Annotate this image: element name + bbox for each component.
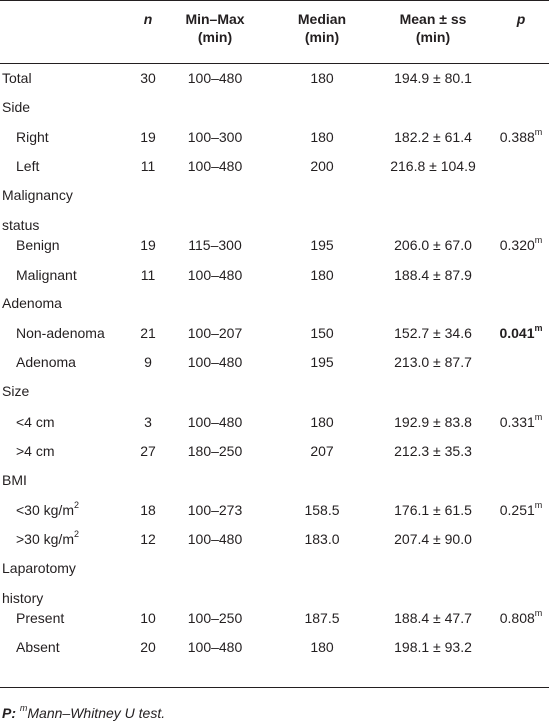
footnote-text: Mann–Whitney U test.	[27, 705, 166, 721]
cell-p-wrap	[500, 412, 543, 432]
cell-median-text: 158.5	[304, 502, 340, 518]
footnote	[2, 705, 165, 721]
cell-median-text: 200	[310, 158, 334, 174]
table-row	[0, 381, 549, 401]
row-label-text: Adenoma	[2, 295, 62, 311]
cell-mean-text: 182.2 ± 61.4	[394, 129, 472, 145]
row-label-text: <4 cm	[16, 414, 55, 430]
table-row	[0, 500, 549, 520]
cell-mean-text: 206.0 ± 67.0	[394, 237, 472, 253]
cell-range-text: 100–300	[187, 129, 243, 145]
header-median-line2: (min)	[304, 29, 340, 45]
cell-range-text: 100–480	[187, 414, 243, 430]
cell-range-text: 100–250	[187, 610, 243, 626]
table-row	[0, 127, 549, 147]
header-range	[165, 10, 265, 46]
row-label-text: Adenoma	[16, 354, 76, 370]
row-label	[16, 529, 79, 549]
header-rule	[0, 63, 549, 64]
row-group-label	[2, 381, 29, 401]
cell-range-text: 100–480	[187, 354, 243, 370]
cell-median-text: 180	[310, 414, 334, 430]
row-group-label	[2, 293, 62, 313]
table-row	[0, 352, 549, 372]
row-label	[16, 608, 64, 628]
cell-p-wrap	[500, 127, 543, 147]
row-group-label-line2: history	[2, 590, 44, 606]
cell-range-text: 100–480	[187, 70, 243, 86]
row-label	[16, 323, 105, 343]
cell-mean-text: 176.1 ± 61.5	[394, 502, 472, 518]
cell-median-text: 180	[310, 70, 334, 86]
cell-n-text: 20	[140, 639, 156, 655]
cell-p-wrap	[499, 323, 542, 343]
cell-p-wrap	[500, 608, 543, 628]
row-group-label-line1: Laparotomy	[2, 560, 76, 576]
cell-range-text: 100–480	[187, 158, 243, 174]
row-label-text: <30 kg/m	[16, 502, 74, 518]
cell-n-text: 27	[140, 443, 156, 459]
cell-n-text: 18	[140, 502, 156, 518]
header-median-line1: Median	[297, 11, 347, 27]
cell-mean-text: 212.3 ± 35.3	[394, 443, 472, 459]
cell-p-text: 0.320	[499, 237, 535, 253]
table-row	[0, 97, 549, 117]
cell-p-wrap	[500, 235, 543, 255]
cell-p-superscript: m	[534, 500, 543, 511]
table-row	[0, 185, 549, 233]
cell-n-text: 11	[140, 158, 156, 174]
row-label-superscript: 2	[73, 500, 79, 511]
cell-median-text: 187.5	[304, 610, 340, 626]
cell-median-text: 195	[310, 237, 334, 253]
header-p: p	[516, 11, 526, 27]
cell-mean-text: 198.1 ± 93.2	[394, 639, 472, 655]
table-row	[0, 558, 549, 606]
row-group-label	[2, 470, 27, 490]
row-label-text: Benign	[16, 237, 60, 253]
cell-n-text: 19	[140, 129, 156, 145]
cell-mean-text: 194.9 ± 80.1	[394, 70, 472, 86]
row-label-text: Present	[16, 610, 65, 626]
cell-n-text: 19	[140, 237, 156, 253]
cell-mean-text: 192.9 ± 83.8	[394, 414, 472, 430]
cell-median-text: 195	[310, 354, 334, 370]
table-row	[0, 637, 549, 657]
row-label-text: >30 kg/m	[16, 531, 74, 547]
cell-n-text: 3	[144, 414, 152, 430]
cell-range-text: 100–480	[187, 639, 243, 655]
cell-p-text: 0.041	[499, 325, 535, 341]
row-label-text: >4 cm	[16, 443, 55, 459]
cell-range-text: 100–480	[187, 531, 243, 547]
cell-n-text: 11	[140, 267, 156, 283]
cell-mean-text: 207.4 ± 90.0	[394, 531, 472, 547]
table-row	[0, 156, 549, 176]
cell-median-text: 180	[310, 639, 334, 655]
row-label	[16, 235, 60, 255]
cell-n-text: 30	[140, 70, 156, 86]
row-label	[16, 500, 79, 520]
cell-p-text: 0.331	[499, 414, 535, 430]
row-label	[16, 265, 77, 285]
table-row	[0, 68, 549, 88]
cell-n-text: 9	[144, 354, 152, 370]
cell-median-text: 207	[310, 443, 334, 459]
cell-mean-text: 216.8 ± 104.9	[390, 158, 476, 174]
row-group-label	[2, 558, 76, 608]
footnote-key: P:	[2, 705, 16, 721]
row-label-text: Side	[2, 99, 31, 115]
row-label	[2, 68, 32, 88]
row-label-text: Right	[16, 129, 49, 145]
header-median	[282, 10, 362, 46]
row-label	[16, 412, 55, 432]
table-row	[0, 608, 549, 628]
cell-n-text: 10	[140, 610, 156, 626]
row-group-label-line2: status	[2, 217, 40, 233]
cell-p-text: 0.251	[499, 502, 535, 518]
cell-mean-text: 213.0 ± 87.7	[394, 354, 472, 370]
header-mean-line1: Mean ± ss	[399, 11, 467, 27]
row-label-text: Left	[16, 158, 40, 174]
table-row	[0, 293, 549, 313]
row-group-label	[2, 97, 30, 117]
cell-p-wrap	[500, 500, 543, 520]
cell-p-superscript: m	[534, 412, 543, 423]
cell-n-text: 12	[140, 531, 156, 547]
table-row	[0, 470, 549, 490]
table-row	[0, 441, 549, 461]
table-row	[0, 529, 549, 549]
row-label-text: Absent	[16, 639, 60, 655]
cell-range-text: 180–250	[187, 443, 243, 459]
cell-n-text: 21	[140, 325, 156, 341]
cell-mean-text: 188.4 ± 87.9	[394, 267, 472, 283]
row-label	[16, 156, 39, 176]
cell-median-text: 180	[310, 129, 334, 145]
table-row	[0, 412, 549, 432]
row-label-text: Non-adenoma	[16, 325, 105, 341]
cell-median-text: 150	[310, 325, 334, 341]
cell-range-text: 100–207	[187, 325, 243, 341]
table-row	[0, 265, 549, 285]
table-row	[0, 323, 549, 343]
row-label-text: Total	[2, 70, 32, 86]
table-row	[0, 235, 549, 255]
cell-median-text: 183.0	[304, 531, 340, 547]
cell-p-superscript: m	[534, 608, 543, 619]
header-range-line2: (min)	[197, 29, 233, 45]
row-label-text: Malignant	[16, 267, 77, 283]
cell-range-text: 100–480	[187, 267, 243, 283]
row-label	[16, 127, 49, 147]
footnote-sup: m	[19, 703, 28, 714]
row-label	[16, 637, 60, 657]
cell-p-superscript: m	[534, 127, 543, 138]
row-label-text: BMI	[2, 472, 27, 488]
row-group-label	[2, 185, 73, 235]
top-rule	[0, 0, 549, 1]
row-label-text: Size	[2, 383, 30, 399]
header-range-line1: Min–Max	[185, 11, 245, 27]
row-group-label-line1: Malignancy	[2, 187, 73, 203]
cell-median-text: 180	[310, 267, 334, 283]
cell-p-text: 0.808	[499, 610, 535, 626]
row-label-superscript: 2	[73, 529, 79, 540]
cell-range-text: 115–300	[188, 237, 242, 253]
row-label	[16, 352, 76, 372]
cell-mean-text: 188.4 ± 47.7	[394, 610, 472, 626]
cell-p-text: 0.388	[499, 129, 535, 145]
cell-mean-text: 152.7 ± 34.6	[394, 325, 472, 341]
cell-range-text: 100–273	[187, 502, 243, 518]
header-n: n	[143, 11, 153, 27]
header-mean	[378, 10, 488, 46]
cell-p-superscript: m	[534, 323, 543, 334]
cell-p-superscript: m	[534, 235, 543, 246]
bottom-rule	[0, 687, 549, 688]
header-mean-line2: (min)	[415, 29, 451, 45]
row-label	[16, 441, 55, 461]
